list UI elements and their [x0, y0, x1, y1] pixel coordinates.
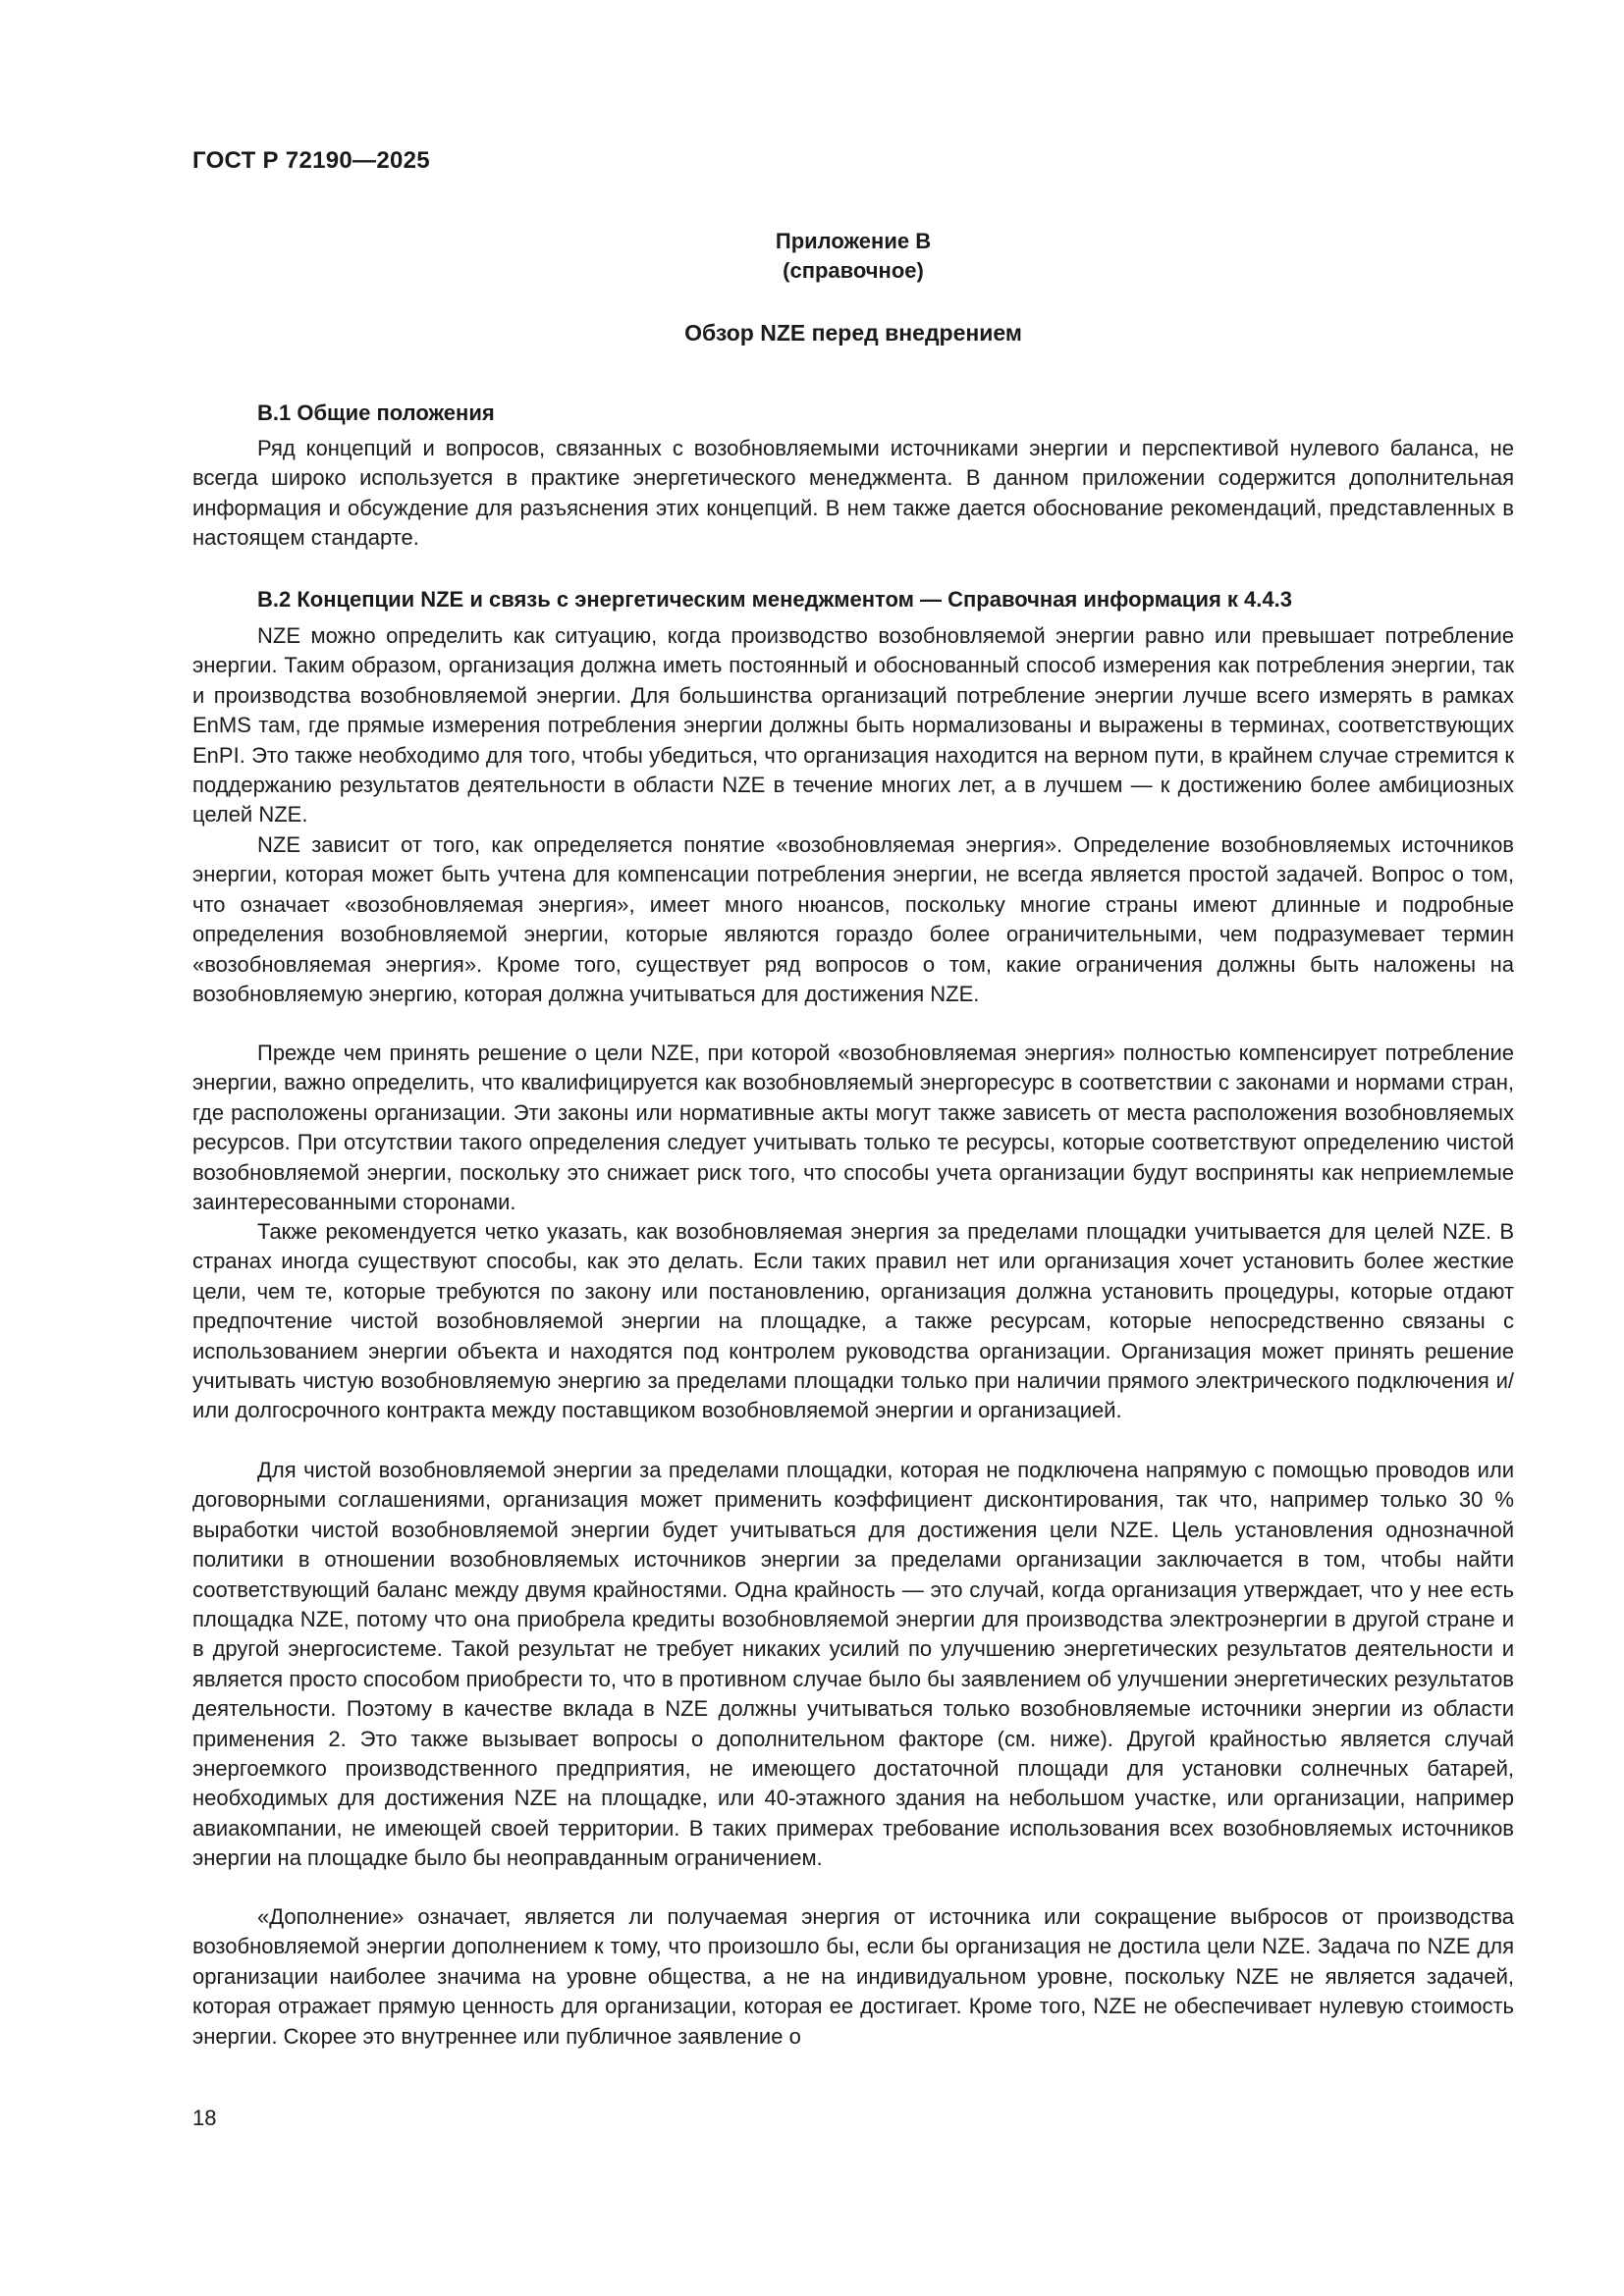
- section-heading-b1: В.1 Общие положения: [257, 400, 495, 425]
- page-number: 18: [192, 2106, 217, 2130]
- paragraph: Прежде чем принять решение о цели NZE, при которой «возобновляемая энергия» полностью компенсирует потребление энергии, важно определить, что квалифицируется как возобновляемый энергоресурс в соответствии с законами и нормами стран, где расположены организации. Эти законы или нормативные акты могут также зависеть от места расположения возобновляемых ресурсов. При отсутствии такого определения следует учитывать только те ресурсы, которые соответствуют определению чистой возобновляемой энергии, поскольку это снижает риск того, что способы учета организации будут восприняты как неприемлемые заинтересованными сторонами.: [192, 1041, 1514, 1215]
- paragraph: Также рекомендуется четко указать, как возобновляемая энергия за пределами площадки учитывается для целей NZE. В странах иногда существуют способы, как это делать. Если таких правил нет или организация хочет установить более жесткие цели, чем те, которые требуются по закону или постановлению, организация должна установить процедуры, которые отдают предпочтение чистой возобновляемой энергии на площадке, а также ресурсам, которые непосредственно связаны с использованием энергии объекта и находятся под контролем руководства организации. Организация может принять решение учитывать чистую возобновляемую энергию за пределами площадки только при наличии прямого электрического подключения и/или долгосрочного контракта между поставщиком возобновляемой энергии и организацией.: [192, 1219, 1514, 1423]
- annex-subtitle: (справочное): [783, 258, 924, 283]
- annex-title: Приложение В: [775, 229, 932, 253]
- paragraph: NZE можно определить как ситуацию, когда производство возобновляемой энергии равно или превышает потребление энергии. Таким образом, организация должна иметь постоянный и обоснованный способ измерения как потребления энергии, так и производства возобновляемой энергии. Для большинства организаций потребление энергии лучше всего измерять в рамках EnMS там, где прямые измерения потребления энергии должны быть нормализованы и выражены в терминах, соответствующих EnPI. Это также необходимо для того, чтобы убедиться, что организация находится на верном пути, в крайнем случае стремится к поддержанию результатов деятельности в области NZE в течение многих лет, а в лучшем — к достижению более амбициозных целей NZE.: [192, 623, 1514, 828]
- annex-heading: Обзор NZE перед внедрением: [684, 320, 1022, 346]
- paragraph: NZE зависит от того, как определяется понятие «возобновляемая энергия». Определение возобновляемых источников энергии, которая может быть учтена для компенсации потребления энергии, не всегда является простой задачей. Вопрос о том, что означает «возобновляемая энергия», имеет много нюансов, поскольку многие страны имеют длинные и подробные определения возобновляемой энергии, которые являются гораздо более ограничительными, чем подразумевает термин «возобновляемая энергия». Кроме того, существует ряд вопросов о том, какие ограничения должны быть наложены на возобновляемую энергию, которая должна учитываться для достижения NZE.: [192, 832, 1514, 1007]
- paragraph: Для чистой возобновляемой энергии за пределами площадки, которая не подключена напрямую с помощью проводов или договорными соглашениями, организация может применить коэффициент дисконтирования, так что, например только 30 % выработки чистой возобновляемой энергии будет учитываться для достижения цели NZE. Цель установления однозначной политики в отношении возобновляемых источников энергии за пределами организации заключается в том, чтобы найти соответствующий баланс между двумя крайностями. Одна крайность — это случай, когда организация утверждает, что у нее есть площадка NZE, потому что она приобрела кредиты возобновляемой энергии для производства электроэнергии в другой стране и в другой энергосистеме. Такой результат не требует никаких усилий по улучшению энергетических результатов деятельности и является просто способом приобрести то, что в противном случае было бы заявлением об улучшении энергетических результатов деятельности. Поэтому в качестве вклада в NZE должны учитываться только возобновляемые источники энергии из области применения 2. Это также вызывает вопросы о дополнительном факторе (см. ниже). Другой крайностью является случай энергоемкого производственного предприятия, не имеющего достаточной площади для установки солнечных батарей, необходимых для достижения NZE на площадке, или 40-этажного здания на небольшом участке, или организации, например авиакомпании, не имеющей своей территории. В таких примерах требование использования всех возобновляемых источников энергии на площадке было бы неоправданным ограничением.: [192, 1458, 1514, 1871]
- section-heading-b2: В.2 Концепции NZE и связь с энергетическим менеджментом — Справочная информация к 4.4.3: [257, 587, 1292, 612]
- paragraph: «Дополнение» означает, является ли получаемая энергия от источника или сокращение выбросов от производства возобновляемой энергии дополнением к тому, что произошло бы, если бы организация не достила цели NZE. Задача по NZE для организации наиболее значима на уровне общества, а не на индивидуальном уровне, поскольку NZE не является задачей, которая отражает прямую ценность для организации, которая ее достигает. Кроме того, NZE не обеспечивает нулевую стоимость энергии. Скорее это внутреннее или публичное заявление о: [192, 1904, 1514, 2049]
- paragraph: Ряд концепций и вопросов, связанных с возобновляемыми источниками энергии и перспективой нулевого баланса, не всегда широко используется в практике энергетического менеджмента. В данном приложении содержится дополнительная информация и обсуждение для разъяснения этих концепций. В нем также дается обоснование рекомендаций, представленных в настоящем стандарте.: [192, 436, 1514, 551]
- document-code: ГОСТ Р 72190—2025: [192, 147, 430, 174]
